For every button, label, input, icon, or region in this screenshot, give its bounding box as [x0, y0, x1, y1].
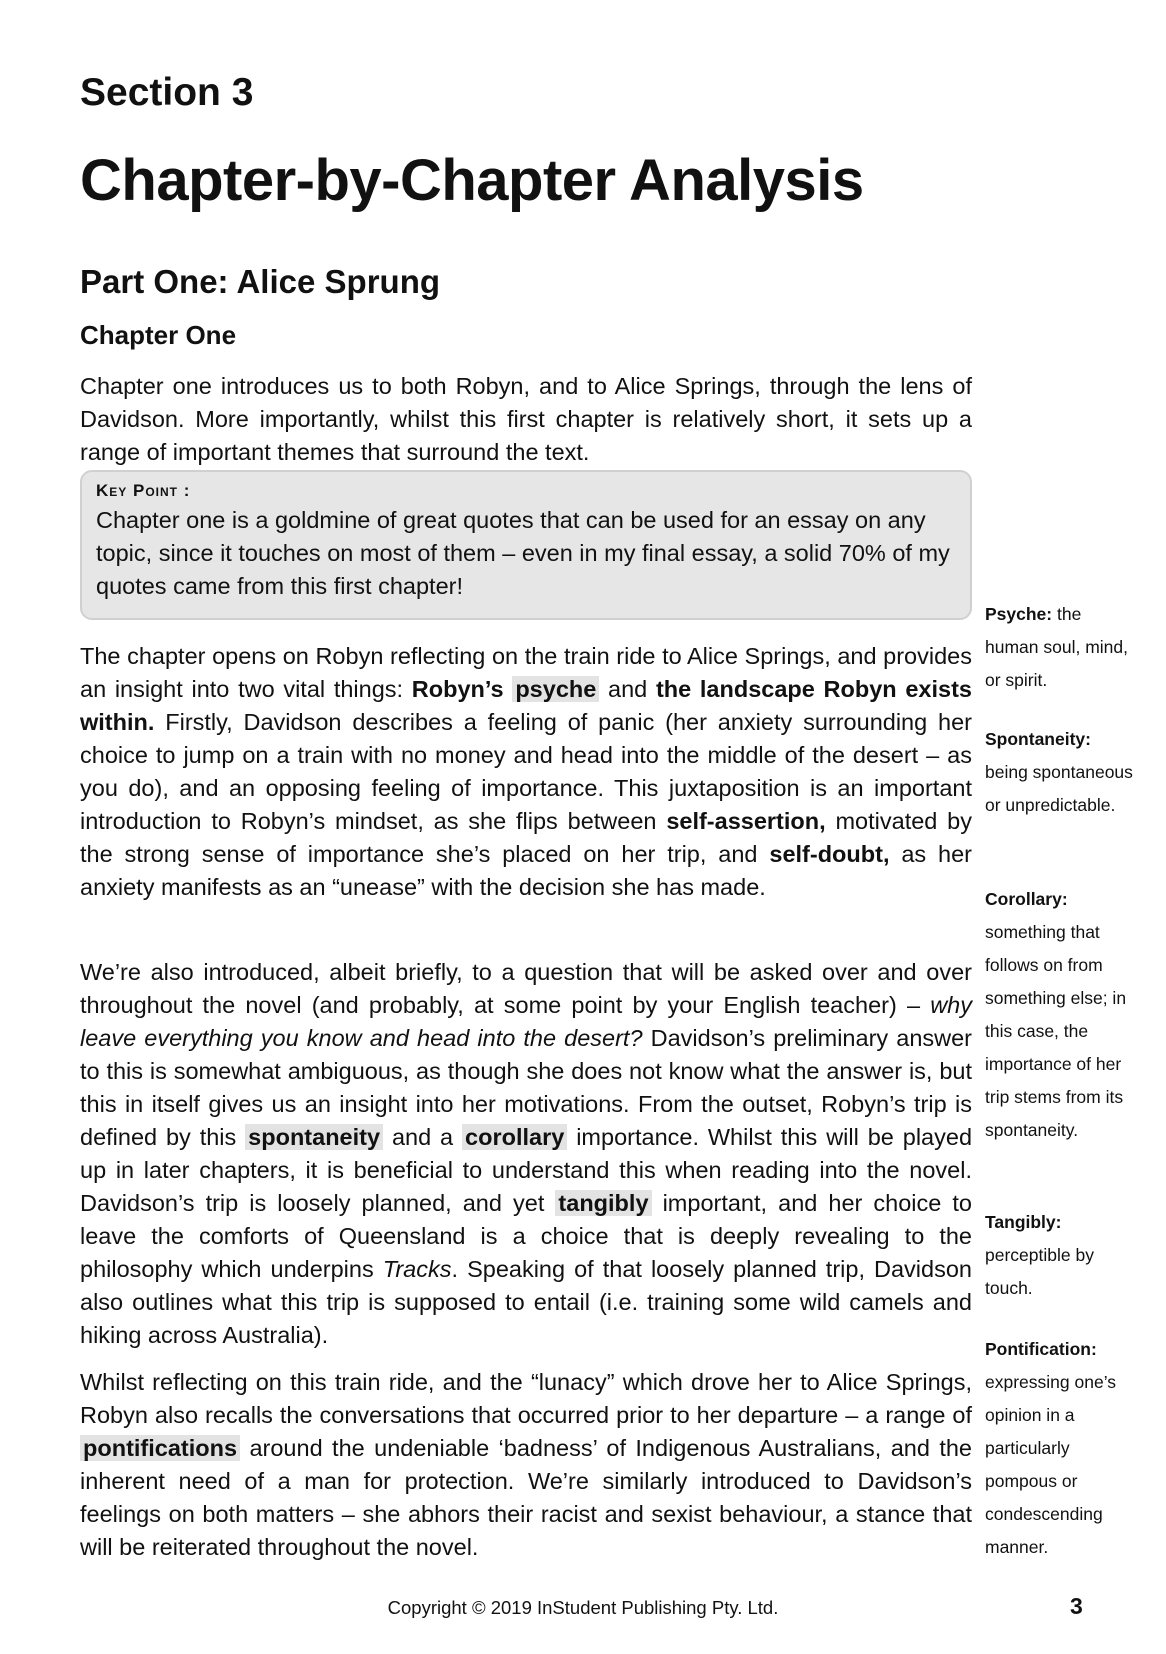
highlight-corollary: corollary — [462, 1124, 567, 1150]
glossary-definition: something that follows on from something else; in this case, the importance of her trip stems from its spontaneity. — [985, 922, 1127, 1140]
glossary-entry-spontaneity — [985, 723, 1135, 822]
glossary-entry-psyche — [985, 598, 1135, 697]
text-run: We’re also introduced, albeit briefly, to a question that will be asked over and over throughout the novel (and probably, at some point by your English teacher) – — [80, 959, 972, 1018]
text-run: Whilst reflecting on this train ride, and the “lunacy” which drove her to Alice Springs, Robyn also recalls the conversations that occurred prior to her departure – a range of — [80, 1369, 972, 1428]
intro-paragraph-text: Chapter one introduces us to both Robyn, and to Alice Springs, through the lens of Davidson. More importantly, whilst this first chapter is relatively short, it sets up a range of important themes that surround the text. — [80, 373, 972, 465]
text-run: important, and her choice to leave the comforts of Queensland is a choice that is deeply revealing to the philosophy which underpins — [80, 1190, 972, 1282]
text-run: Firstly, Davidson describes a feeling of panic (her anxiety surrounding her choice to jump on a train with no money and head into the middle of the desert – as you do), and an opposing feeling of importance. This juxtaposition is an important introduction to Robyn’s mindset, as she flips between — [80, 709, 972, 834]
text-run: The chapter opens on Robyn reflecting on the train ride to Alice Springs, and provides an insight into two vital things: — [80, 643, 972, 702]
intro-paragraph — [80, 370, 972, 469]
bold-run: self-doubt, — [769, 841, 890, 867]
italic-run: why leave everything you know and head into the desert? — [80, 992, 972, 1051]
highlight-psyche: psyche — [512, 676, 599, 702]
paragraph-psyche — [80, 640, 972, 904]
text-run: as her anxiety manifests as an “unease” with the decision she has made. — [80, 841, 973, 900]
glossary-definition: the human soul, mind, or spirit. — [985, 604, 1128, 690]
paragraph-psyche-text — [80, 640, 972, 904]
text-run: and — [599, 676, 656, 702]
glossary-entry-corollary — [985, 883, 1135, 1147]
text-run: and a — [383, 1124, 463, 1150]
text-run: Davidson’s preliminary answer to this is somewhat ambiguous, as though she does not know what the answer is, but this in itself gives us an insight into her motivations. From the outset, Robyn’s trip is defined by this — [80, 1025, 973, 1150]
glossary-term: Spontaneity: — [985, 729, 1091, 749]
glossary-definition: perceptible by touch. — [985, 1245, 1094, 1298]
glossary-term: Psyche: — [985, 604, 1053, 624]
chapter-heading: Chapter One — [80, 320, 237, 350]
section-label: Section 3 — [80, 71, 254, 114]
glossary-term: Corollary: — [985, 889, 1068, 909]
copyright-footer: Copyright © 2019 InStudent Publishing Pty. Ltd. — [387, 1597, 779, 1618]
paragraph-pontifications-text — [80, 1366, 972, 1564]
text-run: importance. Whilst this will be played up in later chapters, it is beneficial to understand this when reading into the novel. Davidson’s trip is loosely planned, and yet — [80, 1124, 973, 1216]
highlight-tangibly: tangibly — [555, 1190, 651, 1216]
glossary-term: Tangibly: — [985, 1212, 1062, 1232]
text-run: motivated by the strong sense of importance she’s placed on her trip, and — [80, 808, 973, 867]
glossary-entry-pontification — [985, 1333, 1135, 1564]
page-number: 3 — [1070, 1593, 1083, 1619]
text-run: . Speaking of that loosely planned trip, Davidson also outlines what this trip is supposed to entail (i.e. training some wild camels and hiking across Australia). — [80, 1256, 972, 1348]
page-title: Chapter-by-Chapter Analysis — [80, 148, 864, 213]
key-point-box — [80, 470, 972, 620]
highlight-pontifications: pontifications — [80, 1435, 240, 1461]
glossary-definition: being spontaneous or unpredictable. — [985, 762, 1133, 815]
key-point-title: Key Point : — [96, 481, 191, 500]
glossary-entry-tangibly — [985, 1206, 1135, 1305]
part-heading: Part One: Alice Sprung — [80, 263, 441, 300]
text-run: around the undeniable ‘badness’ of Indigenous Australians, and the inherent need of a man for protection. We’re similarly introduced to Davidson’s feelings on both matters – she abhors their racist and sexist behaviour, a stance that will be reiterated throughout the novel. — [80, 1435, 972, 1560]
italic-run: Tracks — [382, 1256, 452, 1282]
bold-run: Robyn’s — [411, 676, 513, 702]
glossary-term: Pontification: — [985, 1339, 1097, 1359]
highlight-spontaneity: spontaneity — [245, 1124, 383, 1150]
bold-run: self-assertion, — [666, 808, 826, 834]
paragraph-question-text — [80, 956, 972, 1352]
paragraph-question — [80, 956, 972, 1352]
key-point-text: Chapter one is a goldmine of great quotes that can be used for an essay on any topic, since it touches on most of them – even in my final essay, a solid 70% of my quotes came from this first chapter! — [96, 507, 950, 599]
bold-run: the landscape Robyn exists within. — [80, 676, 972, 735]
paragraph-pontifications — [80, 1366, 972, 1564]
glossary-definition: expressing one’s opinion in a particularly pompous or condescending manner. — [985, 1372, 1117, 1557]
